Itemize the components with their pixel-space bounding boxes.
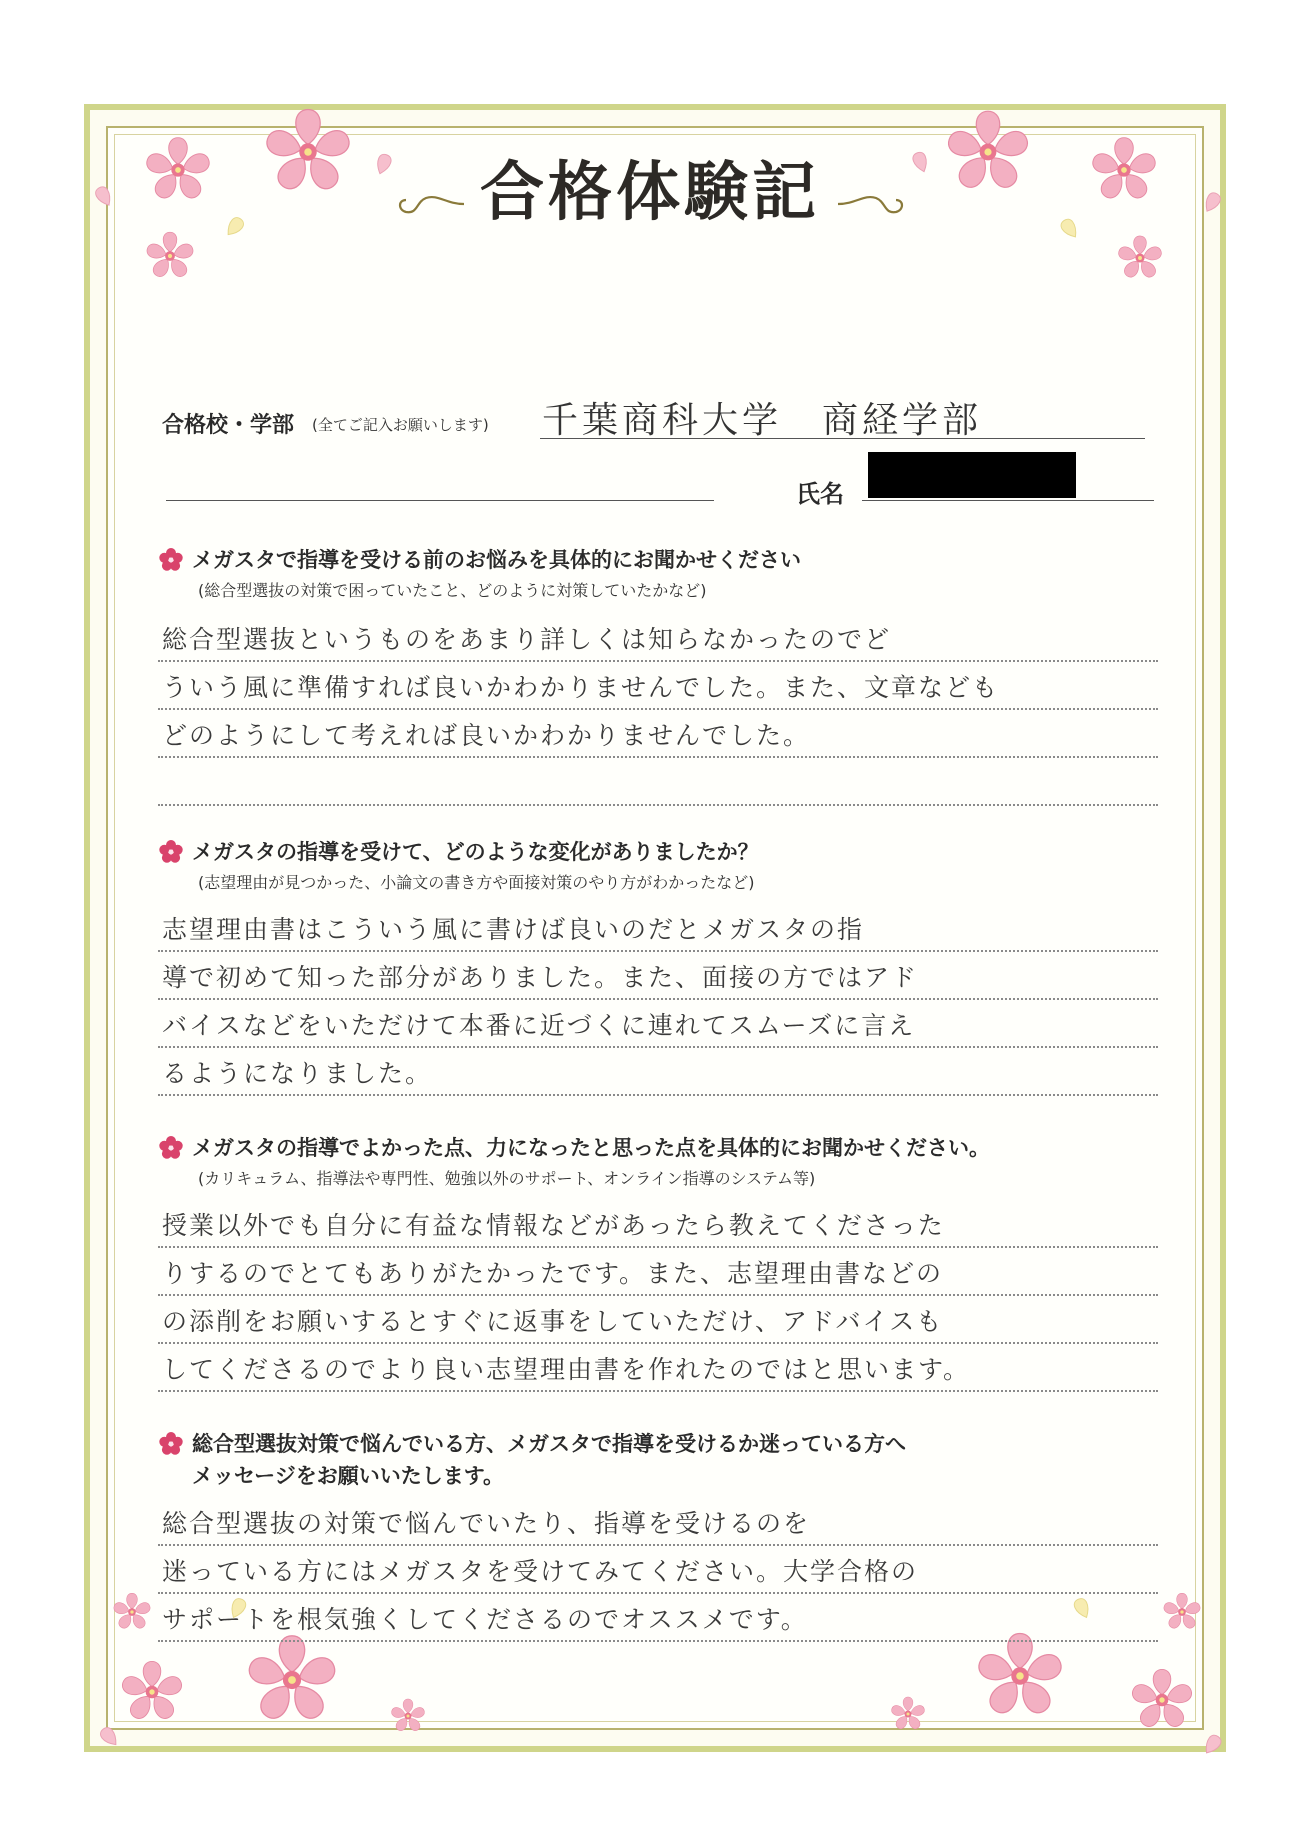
sakura-bullet-icon <box>158 547 184 573</box>
answer-line: 迷っている方にはメガスタを受けてみてください。大学合格の <box>158 1546 1158 1594</box>
school-underline <box>540 438 1145 439</box>
answer-line: 授業以外でも自分に有益な情報などがあったら教えてくださった <box>158 1200 1158 1248</box>
school-label: 合格校・学部 <box>162 413 295 438</box>
school-value: 千葉商科大学 商経学部 <box>542 400 983 441</box>
answer-block <box>158 1498 1158 1642</box>
question-heading: メガスタの指導を受けて、どのような変化がありましたか？ <box>192 840 759 864</box>
answer-line: してくださるのでより良い志望理由書を作れたのではと思います。 <box>158 1344 1158 1392</box>
name-label: 氏名 <box>796 480 844 508</box>
section-message <box>158 1428 1158 1634</box>
sakura-bullet-icon <box>158 839 184 865</box>
answer-line: るようになりました。 <box>158 1048 1158 1096</box>
answer-line: 導で初めて知った部分がありました。また、面接の方ではアド <box>158 952 1158 1000</box>
sakura-bullet-icon <box>158 1135 184 1161</box>
answer-block <box>158 614 1158 806</box>
section-good-points <box>158 1132 1158 1384</box>
answer-line: サポートを根気強くしてくださるのでオススメです。 <box>158 1594 1158 1642</box>
answer-line: の添削をお願いするとすぐに返事をしていただけ、アドバイスも <box>158 1296 1158 1344</box>
question-heading: メガスタの指導でよかった点、力になったと思った点を具体的にお聞かせください。 <box>192 1136 990 1160</box>
page-title: 合格体験記 <box>480 155 820 230</box>
answer-line: ういう風に準備すれば良いかわかりませんでした。また、文章なども <box>158 662 1158 710</box>
answer-line: 総合型選抜というものをあまり詳しくは知らなかったのでど <box>158 614 1158 662</box>
answer-line: バイスなどをいただけて本番に近づくに連れてスムーズに言え <box>158 1000 1158 1048</box>
section-before-guidance <box>158 544 1158 750</box>
name-underline <box>862 500 1154 501</box>
blank-line <box>166 500 714 501</box>
question-heading: メガスタで指導を受ける前のお悩みを具体的にお聞かせください <box>192 548 801 572</box>
school-row <box>162 392 1147 441</box>
answer-block <box>158 1200 1158 1392</box>
answer-line: どのようにして考えれば良いかわかりませんでした。 <box>158 710 1158 758</box>
question-subtext: (総合型選抜の対策で困っていたこと、どのように対策していたかなど) <box>198 581 707 600</box>
answer-line: 志望理由書はこういう風に書けば良いのだとメガスタの指 <box>158 904 1158 952</box>
question-heading-line2: メッセージをお願いいたします。 <box>192 1464 505 1488</box>
answer-line: りするのでとてもありがたかったです。また、志望理由書などの <box>158 1248 1158 1296</box>
sakura-bullet-icon <box>158 1431 184 1457</box>
answer-block <box>158 904 1158 1096</box>
question-subtext: (志望理由が見つかった、小論文の書き方や面接対策のやり方がわかったなど) <box>198 873 755 892</box>
name-redaction <box>868 452 1076 498</box>
answer-line <box>158 758 1158 806</box>
school-note: (全てご記入お願いします) <box>312 416 489 434</box>
page-title-area <box>390 148 910 238</box>
question-heading: 総合型選抜対策で悩んでいる方、メガスタで指導を受けるか迷っている方へ <box>192 1432 906 1456</box>
answer-line: 総合型選抜の対策で悩んでいたり、指導を受けるのを <box>158 1498 1158 1546</box>
question-subtext: (カリキュラム、指導法や専門性、勉強以外のサポート、オンライン指導のシステム等) <box>198 1169 816 1188</box>
section-changes <box>158 836 1158 1088</box>
